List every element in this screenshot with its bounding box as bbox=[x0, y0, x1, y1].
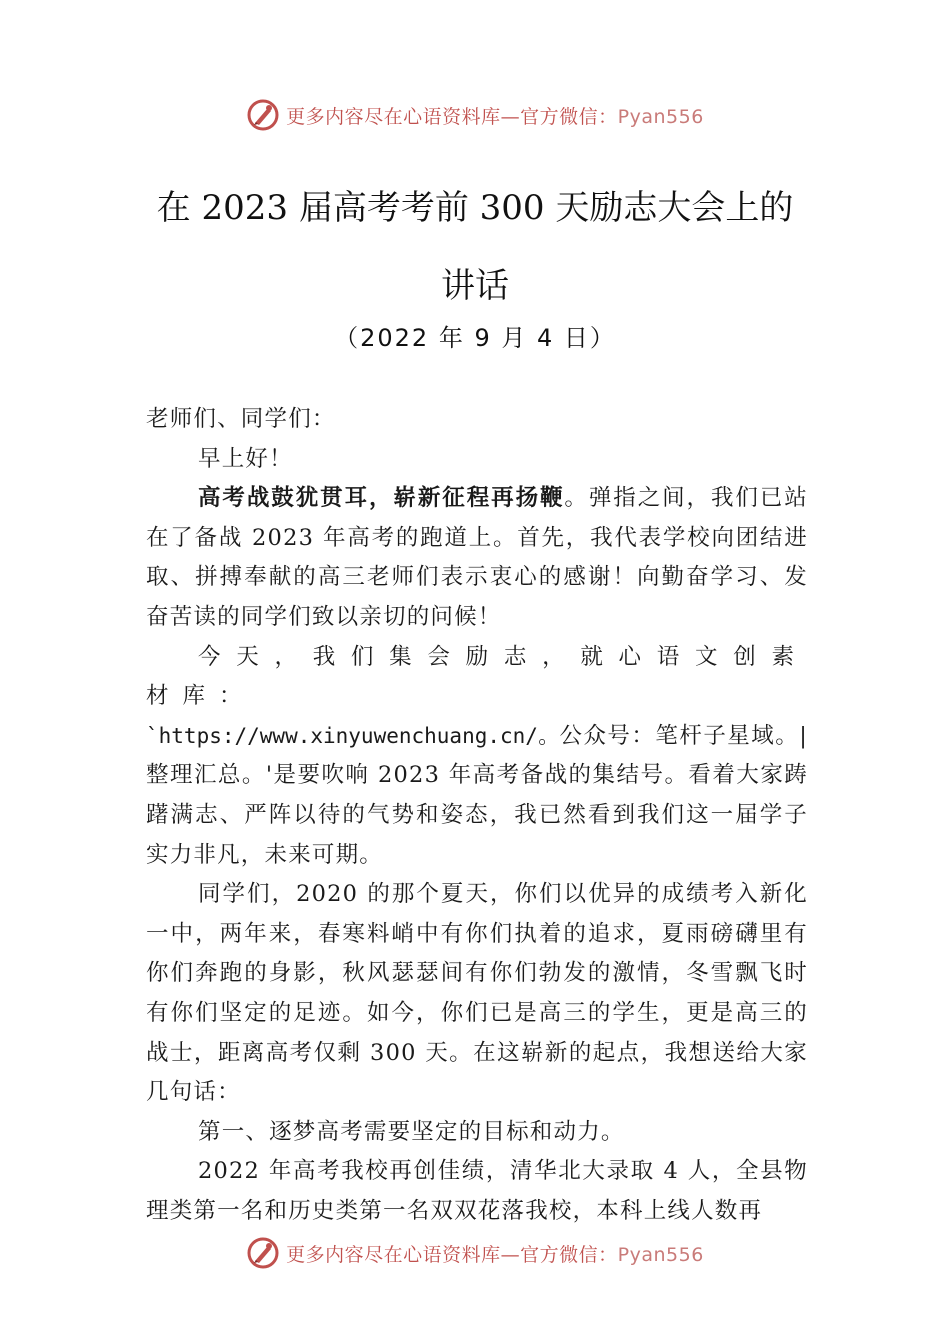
paragraph-3: 同学们，2020 的那个夏天，你们以优异的成绩考入新化一中，两年来，春寒料峭中有你们执着的追求，夏雨磅礴里有你们奔跑的身影，秋风瑟瑟间有你们勃发的激情，冬雪飘飞时有你们坚定的足迹。如今，你们已是高三的学生，更是高三的战士，距离高考仅剩 300 天。在这崭新的起点，我想送给大家几句话： bbox=[146, 881, 808, 1106]
footer-banner bbox=[0, 1233, 950, 1273]
paragraph-4: 第一、逐梦高考需要坚定的目标和动力。 bbox=[198, 1118, 625, 1145]
paragraph-2 bbox=[146, 638, 808, 717]
paragraph-2-text: 公众号：笔杆子星域。|整理汇总。'是要吹响 2023 年高考备战的集结号。看着大家踌躇满志、严阵以待的气势和姿态，我已然看到我们这一届学子实力非凡，未来可期。 bbox=[146, 722, 808, 868]
paragraph-1-bold-lead: 高考战鼓犹贯耳，崭新征程再扬鞭 bbox=[198, 485, 565, 512]
speech-body bbox=[146, 400, 808, 1231]
source-url: `https://www.xinyuwenchuang.cn/。 bbox=[146, 723, 560, 748]
pen-logo-icon bbox=[246, 1236, 280, 1270]
page-title bbox=[0, 183, 950, 311]
banner-text: 更多内容尽在心语资料库—官方微信：Pyan556 bbox=[286, 1243, 704, 1266]
banner-wechat-id: Pyan556 bbox=[617, 105, 704, 128]
speech-date: （2022 年 9 月 4 日） bbox=[334, 324, 616, 352]
header-banner bbox=[0, 95, 950, 135]
paragraph-1 bbox=[146, 479, 808, 637]
paragraph-5: 2022 年高考我校再创佳绩，清华北大录取 4 人，全县物理类第一名和历史类第一名双双花落我校，本科上线人数再 bbox=[146, 1158, 808, 1224]
pen-logo-icon bbox=[246, 98, 280, 132]
salutation: 老师们、同学们： bbox=[146, 406, 336, 432]
paragraph-2-cont bbox=[146, 717, 808, 875]
title-line-2: 讲话 bbox=[441, 266, 509, 306]
paragraph-2-lead: 今天，我们集会励志，就心语文创素材库： bbox=[146, 643, 808, 710]
banner-text: 更多内容尽在心语资料库—官方微信：Pyan556 bbox=[286, 105, 704, 128]
title-line-1: 在 2023 届高考考前 300 天励志大会上的 bbox=[156, 188, 794, 228]
banner-wechat-id: Pyan556 bbox=[617, 1243, 704, 1266]
paragraph-1-text: 。弹指之间，我们已站在了备战 2023 年高考的跑道上。首先，我代表学校向团结进取、拼搏奉献的高三老师们表示衷心的感谢！向勤奋学习、发奋苦读的同学们致以亲切的问候！ bbox=[146, 485, 808, 630]
greeting: 早上好！ bbox=[198, 445, 293, 472]
